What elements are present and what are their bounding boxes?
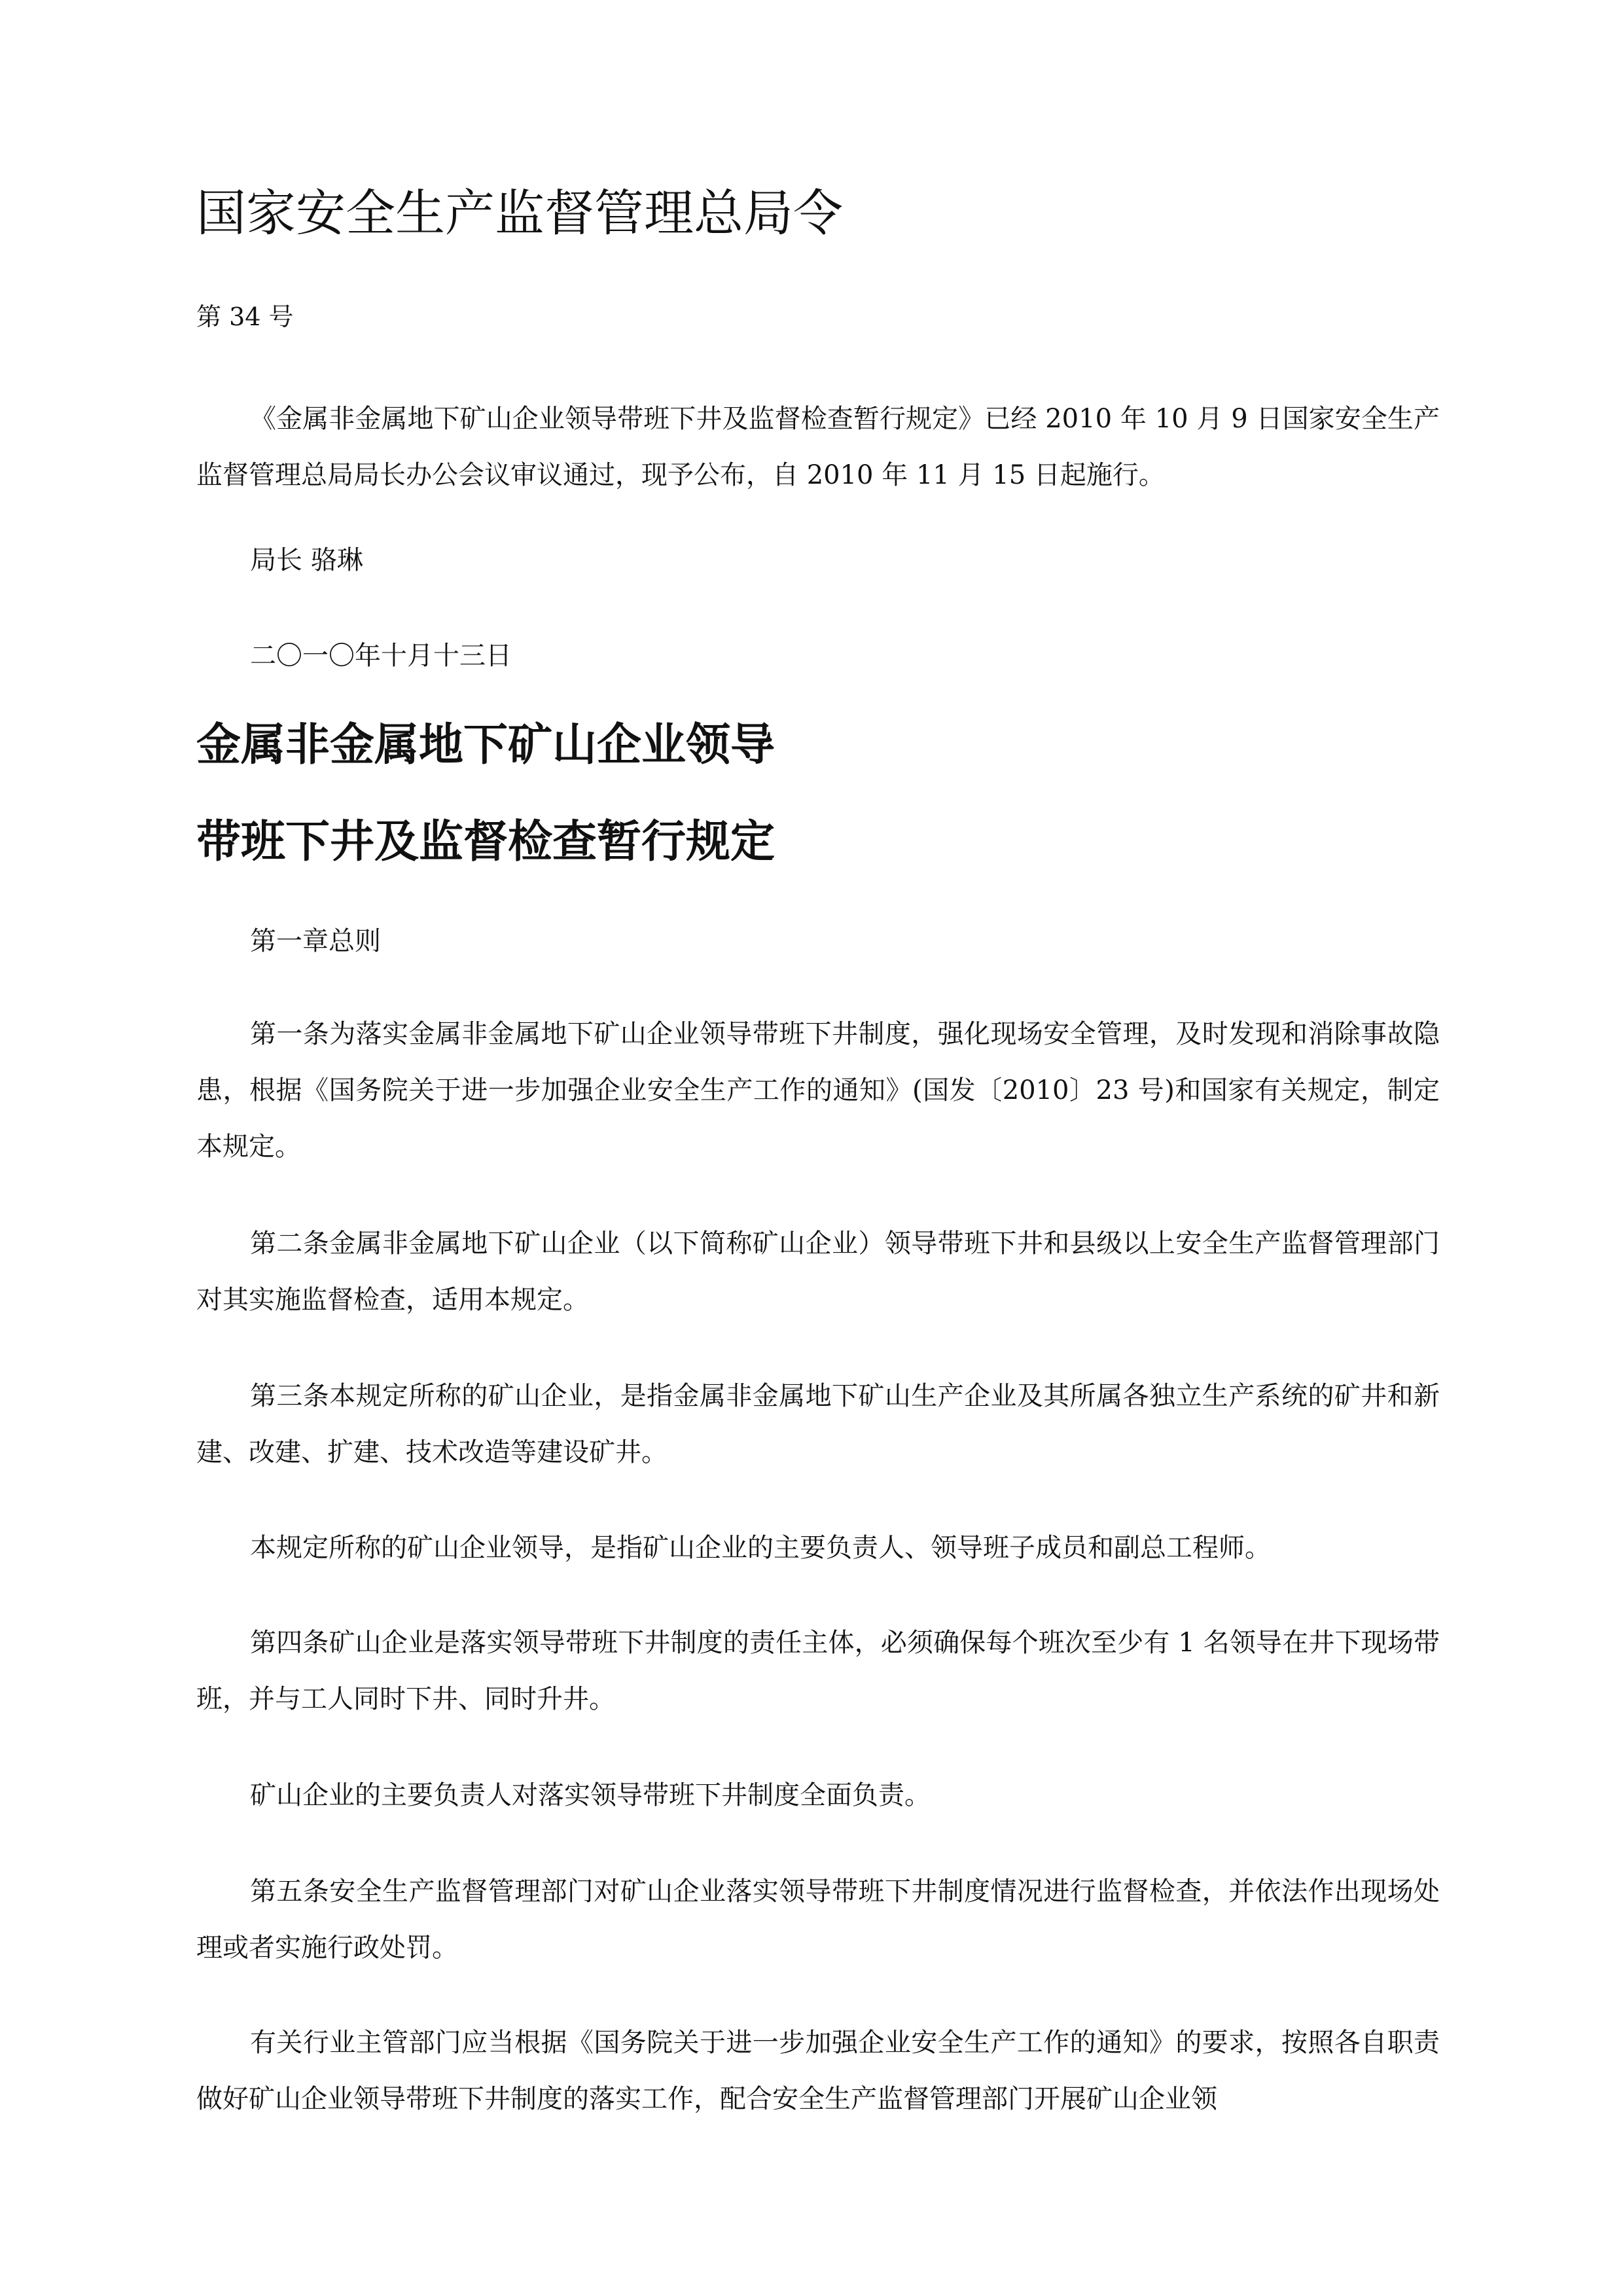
article-paragraph: 第二条金属非金属地下矿山企业（以下简称矿山企业）领导带班下井和县级以上安全生产监督管理部门对其实施监督检查，适用本规定。	[196, 1229, 1440, 1315]
document-page	[196, 0, 1440, 2296]
article-paragraph: 第一条为落实金属非金属地下矿山企业领导带班下井制度，强化现场安全管理，及时发现和消除事故隐患，根据《国务院关于进一步加强企业安全生产工作的通知》(国发〔2010〕23 号)和国家有关规定，制定本规定。	[196, 1019, 1440, 1162]
regulation-title-line2: 带班下井及监督检查暂行规定	[196, 816, 776, 868]
article-paragraph: 本规定所称的矿山企业领导，是指矿山企业的主要负责人、领导班子成员和副总工程师。	[250, 1533, 1271, 1563]
article-paragraph: 有关行业主管部门应当根据《国务院关于进一步加强企业安全生产工作的通知》的要求，按照各自职责做好矿山企业领导带班下井制度的落实工作，配合安全生产监督管理部门开展矿山企业领	[196, 2028, 1440, 2114]
regulation-title-line1: 金属非金属地下矿山企业领导	[196, 719, 776, 771]
issue-date: 二〇一〇年十月十三日	[250, 641, 512, 671]
chapter-heading: 第一章总则	[250, 926, 381, 956]
signature-line: 局长 骆琳	[250, 545, 363, 575]
intro-paragraph: 《金属非金属地下矿山企业领导带班下井及监督检查暂行规定》已经 2010 年 10 月 9 日国家安全生产监督管理总局局长办公会议审议通过，现予公布，自 2010 年 11 月 15 日起施行。	[196, 404, 1440, 490]
article-paragraph: 第四条矿山企业是落实领导带班下井制度的责任主体，必须确保每个班次至少有 1 名领导在井下现场带班，并与工人同时下井、同时升井。	[196, 1628, 1440, 1714]
article-paragraph: 第三条本规定所称的矿山企业，是指金属非金属地下矿山生产企业及其所属各独立生产系统的矿井和新建、改建、扩建、技术改造等建设矿井。	[196, 1381, 1440, 1467]
document-number: 第 34 号	[196, 302, 294, 331]
article-paragraph: 第五条安全生产监督管理部门对矿山企业落实领导带班下井制度情况进行监督检查，并依法作出现场处理或者实施行政处罚。	[196, 1876, 1440, 1963]
article-paragraph: 矿山企业的主要负责人对落实领导带班下井制度全面负责。	[250, 1780, 931, 1810]
document-title: 国家安全生产监督管理总局令	[196, 184, 843, 242]
